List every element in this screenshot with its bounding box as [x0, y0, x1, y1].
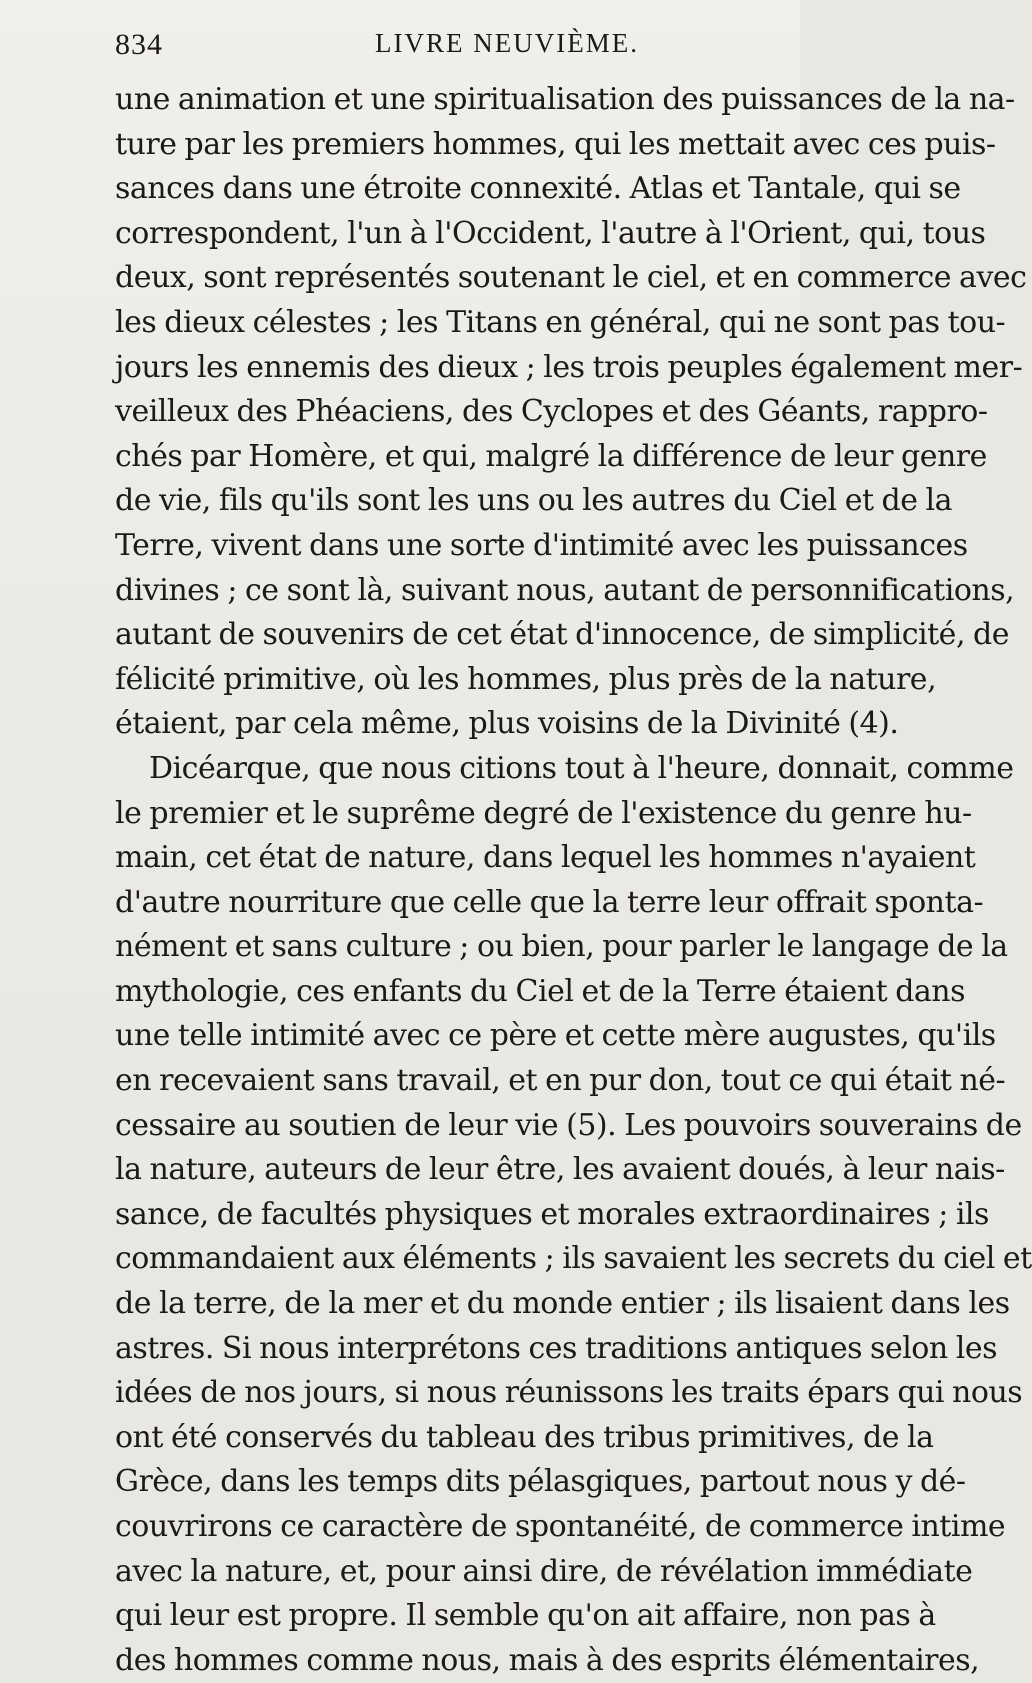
text-line: une telle intimité avec ce père et cette mère augustes, qu'ils	[115, 1018, 996, 1054]
text-line: sance, de facultés physiques et morales extraordinaires ; ils	[115, 1196, 989, 1232]
body-text	[115, 78, 1032, 1683]
text-line: ont été conservés du tableau des tribus primitives, de la	[115, 1419, 934, 1455]
text-line: Terre, vivent dans une sorte d'intimité avec les puissances	[115, 527, 968, 563]
text-line: veilleux des Phéaciens, des Cyclopes et des Géants, rappro-	[115, 394, 988, 430]
text-line: de vie, fils qu'ils sont les uns ou les autres du Ciel et de la	[115, 483, 953, 519]
text-line: mythologie, ces enfants du Ciel et de la Terre étaient dans	[115, 973, 965, 1009]
text-line: une animation et une spiritualisation des puissances de la na-	[115, 82, 1015, 117]
text-line: astres. Si nous interprétons ces traditions antiques selon les	[115, 1330, 997, 1366]
text-line: sances dans une étroite connexité. Atlas et Tantale, qui se	[115, 171, 961, 207]
text-line: en recevaient sans travail, et en pur don, tout ce qui était né-	[115, 1063, 1006, 1099]
text-line: correspondent, l'un à l'Occident, l'autre à l'Orient, qui, tous	[115, 215, 986, 251]
text-line: Dicéarque, que nous citions tout à l'heure, donnait, comme	[149, 750, 1014, 786]
text-line: autant de souvenirs de cet état d'innocence, de simplicité, de	[115, 617, 1009, 653]
text-line: nément et sans culture ; ou bien, pour parler le langage de la	[115, 929, 1008, 965]
text-line: avec la nature, et, pour ainsi dire, de révélation immédiate	[115, 1553, 973, 1589]
text-line: idées de nos jours, si nous réunissons les traits épars qui nous	[115, 1375, 1023, 1411]
text-line: la nature, auteurs de leur être, les avaient doués, à leur nais-	[115, 1152, 1005, 1188]
text-line: des hommes comme nous, mais à des esprits élémentaires,	[115, 1642, 980, 1678]
book-title: LIVRE NEUVIÈME.	[375, 28, 639, 58]
text-line: cessaire au soutien de leur vie (5). Les pouvoirs souverains de	[115, 1107, 1022, 1143]
text-line: jours les ennemis des dieux ; les trois peuples également mer-	[115, 349, 1023, 385]
text-line: de la terre, de la mer et du monde entier ; ils lisaient dans les	[115, 1286, 1010, 1322]
text-line: main, cet état de nature, dans lequel les hommes n'ayaient	[115, 840, 976, 876]
text-line: le premier et le suprême degré de l'existence du genre hu-	[115, 795, 972, 831]
page-number: 834	[115, 28, 163, 61]
text-line: qui leur est propre. Il semble qu'on ait affaire, non pas à	[115, 1598, 936, 1634]
running-head	[115, 22, 740, 72]
text-line: chés par Homère, et qui, malgré la différence de leur genre	[115, 438, 987, 474]
text-line: deux, sont représentés soutenant le ciel, et en commerce avec	[115, 260, 1027, 296]
text-line: Grèce, dans les temps dits pélasgiques, partout nous y dé-	[115, 1464, 966, 1500]
text-line: ture par les premiers hommes, qui les mettait avec ces puis-	[115, 126, 996, 162]
text-line: les dieux célestes ; les Titans en général, qui ne sont pas tou-	[115, 304, 1006, 340]
text-line: couvrirons ce caractère de spontanéité, de commerce intime	[115, 1509, 1006, 1544]
text-line: divines ; ce sont là, suivant nous, autant de personnifications,	[115, 572, 1015, 608]
text-line: étaient, par cela même, plus voisins de la Divinité (4).	[115, 706, 899, 742]
text-line: d'autre nourriture que celle que la terre leur offrait sponta-	[115, 884, 984, 920]
text-line: commandaient aux éléments ; ils savaient les secrets du ciel et	[115, 1241, 1032, 1277]
text-line: félicité primitive, où les hommes, plus près de la nature,	[115, 661, 937, 697]
